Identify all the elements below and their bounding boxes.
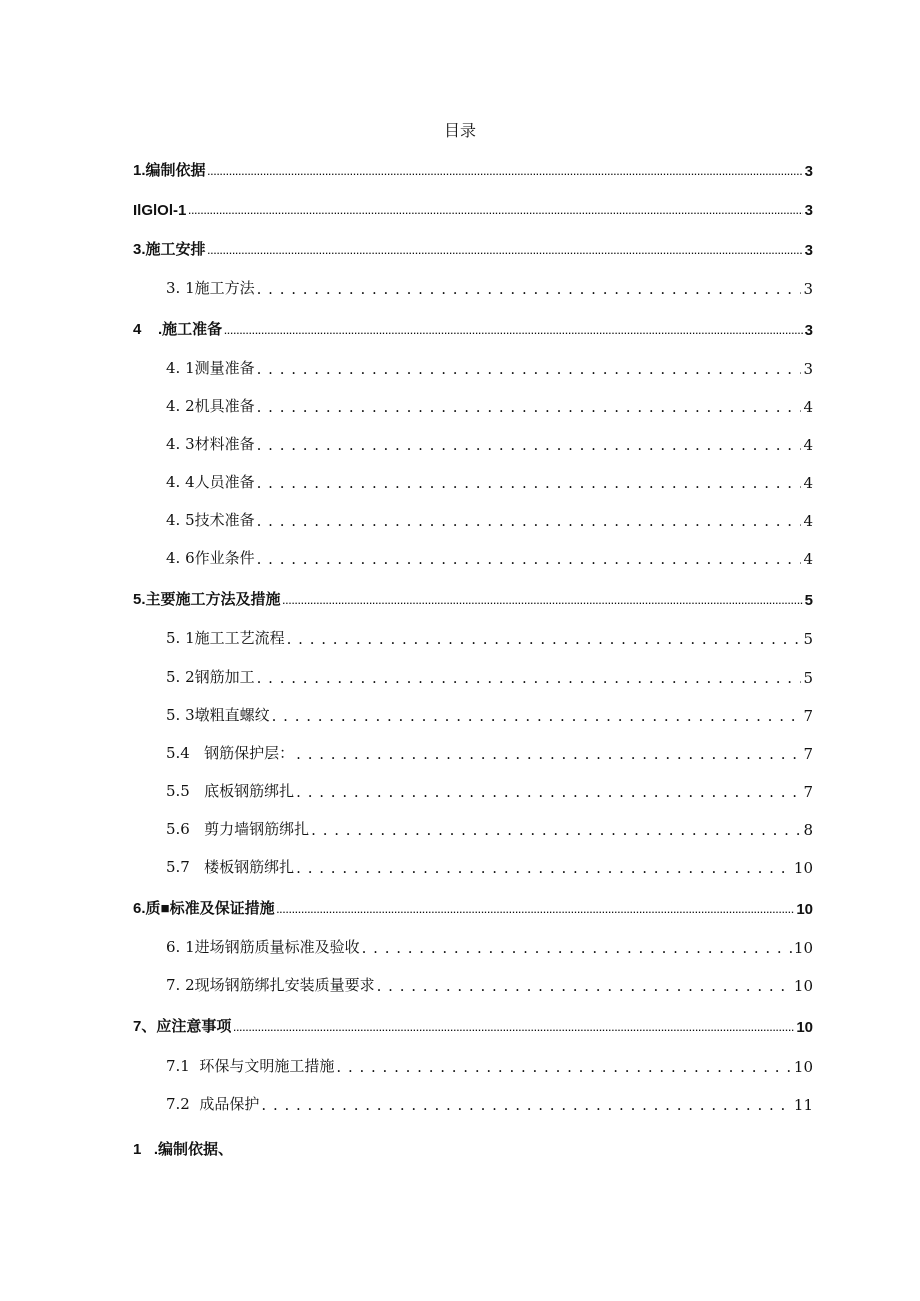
- toc-entry[interactable]: [166, 819, 813, 839]
- toc-entry-label: 7. 2现场钢筋绑扎安装质量要求: [166, 976, 375, 994]
- toc-entry-page: 10: [793, 977, 813, 995]
- toc-leader: [296, 859, 792, 877]
- toc-entry-label: 6.质■标准及保证措施: [133, 900, 275, 917]
- toc-entry[interactable]: [166, 628, 813, 648]
- toc-entry-page: 10: [793, 939, 813, 957]
- toc-entry-label: 4. 4人员准备: [166, 473, 255, 491]
- toc-entry-label: 5. 2钢筋加工: [166, 668, 255, 686]
- toc-leader: [257, 474, 802, 492]
- toc-entry[interactable]: [133, 199, 813, 219]
- toc-entry-page: 5: [804, 592, 813, 609]
- toc-entry-page: 4: [803, 512, 813, 530]
- toc-entry-page: 3: [804, 202, 813, 219]
- toc-leader: [362, 939, 792, 957]
- toc-entry-label: 4. 6作业条件: [166, 549, 255, 567]
- toc-leader: [257, 398, 802, 416]
- toc-entry[interactable]: [133, 160, 813, 180]
- toc-leader: [257, 280, 802, 298]
- toc-entry-page: 3: [804, 163, 813, 180]
- toc-entry-label: 4 .施工准备: [133, 321, 223, 338]
- toc-entry-page: 10: [793, 1058, 813, 1076]
- toc-leader: [296, 745, 801, 763]
- toc-entry-label: 7、应注意事项: [133, 1018, 232, 1035]
- toc-entry-label: 4. 2机具准备: [166, 397, 255, 415]
- toc-entry[interactable]: [166, 937, 813, 957]
- toc-leader: [257, 512, 802, 530]
- toc-entry-page: 10: [793, 859, 813, 877]
- toc-entry[interactable]: [166, 705, 813, 725]
- toc-entry[interactable]: [166, 1056, 813, 1076]
- toc-leader: [277, 901, 795, 918]
- toc-entry-label: 4. 3材料准备: [166, 435, 255, 453]
- toc-entry-label: 4. 1测量准备: [166, 359, 255, 377]
- toc-entry-label: 5. 1施工工艺流程: [166, 629, 285, 647]
- toc-entry[interactable]: [133, 239, 813, 259]
- toc-entry[interactable]: [166, 667, 813, 687]
- toc-entry-page: 7: [803, 783, 813, 801]
- toc-leader: [233, 1019, 794, 1036]
- section-heading: 1 .编制依据、: [133, 1141, 234, 1158]
- toc-entry[interactable]: [166, 510, 813, 530]
- toc-entry-page: 3: [803, 280, 813, 298]
- toc-leader: [257, 669, 802, 687]
- toc-entry-page: 5: [803, 669, 813, 687]
- toc-entry-page: 3: [804, 242, 813, 259]
- toc-entry-page: 7: [803, 707, 813, 725]
- toc-entry-label: 5.5 底板钢筋绑扎: [166, 782, 295, 800]
- toc-entry-label: 6. 1进场钢筋质量标准及验收: [166, 938, 360, 956]
- toc-entry-label: 5.7 楼板钢筋绑扎: [166, 858, 295, 876]
- toc-entry-page: 3: [804, 322, 813, 339]
- toc-entry[interactable]: [166, 472, 813, 492]
- toc-entry[interactable]: [166, 434, 813, 454]
- toc-entry-page: 4: [803, 398, 813, 416]
- toc-entry-label: IlGlOl-1: [133, 202, 187, 219]
- toc-entry[interactable]: [166, 1094, 813, 1114]
- toc-leader: [224, 322, 802, 339]
- toc-leader: [336, 1058, 792, 1076]
- toc-entry[interactable]: [166, 548, 813, 568]
- toc-title: 目录: [443, 121, 476, 140]
- toc-entry-label: 7.2 成品保护: [166, 1095, 260, 1113]
- toc-leader: [257, 550, 802, 568]
- toc-entry-label: 3. 1施工方法: [166, 279, 255, 297]
- toc-entry-page: 4: [803, 474, 813, 492]
- toc-leader: [208, 242, 803, 259]
- toc-leader: [208, 163, 803, 180]
- toc-leader: [188, 202, 802, 219]
- toc-entry[interactable]: [133, 319, 813, 339]
- toc-entry-label: 5.6 剪力墙钢筋绑扎: [166, 820, 310, 838]
- toc-entry-label: 5.主要施工方法及措施: [133, 591, 281, 608]
- toc-leader: [311, 821, 801, 839]
- toc-entry-page: 5: [803, 630, 813, 648]
- toc-entry-page: 4: [803, 550, 813, 568]
- toc-entry[interactable]: [166, 743, 813, 763]
- toc-entry-label: 3.施工安排: [133, 241, 206, 258]
- toc-entry-page: 8: [803, 821, 813, 839]
- toc-entry-label: 5. 3墩粗直螺纹: [166, 706, 270, 724]
- toc-leader: [287, 630, 802, 648]
- toc-entry-label: 1.编制依据: [133, 162, 206, 179]
- toc-entry-page: 10: [796, 901, 813, 918]
- toc-entry-page: 4: [803, 436, 813, 454]
- toc-entry-page: 10: [796, 1019, 813, 1036]
- toc-entry[interactable]: [166, 975, 813, 995]
- toc-entry[interactable]: [166, 396, 813, 416]
- toc-leader: [283, 592, 803, 609]
- toc-entry[interactable]: [166, 781, 813, 801]
- toc-entry[interactable]: [166, 278, 813, 298]
- toc-entry-label: 5.4 钢筋保护层：: [166, 744, 295, 762]
- toc-leader: [257, 360, 802, 378]
- toc-leader: [377, 977, 792, 995]
- toc-entry-label: 4. 5技术准备: [166, 511, 255, 529]
- toc-entry-page: 3: [803, 360, 813, 378]
- toc-entry[interactable]: [133, 898, 813, 918]
- toc-entry[interactable]: [166, 358, 813, 378]
- toc-entry-page: 7: [803, 745, 813, 763]
- toc-leader: [296, 783, 801, 801]
- toc-entry[interactable]: [133, 1016, 813, 1036]
- toc-entry[interactable]: [166, 857, 813, 877]
- toc-leader: [272, 707, 802, 725]
- toc-entry-page: 11: [793, 1096, 813, 1114]
- toc-leader: [261, 1096, 792, 1114]
- toc-leader: [257, 436, 802, 454]
- toc-entry-label: 7.1 环保与文明施工措施: [166, 1057, 335, 1075]
- toc-entry[interactable]: [133, 589, 813, 609]
